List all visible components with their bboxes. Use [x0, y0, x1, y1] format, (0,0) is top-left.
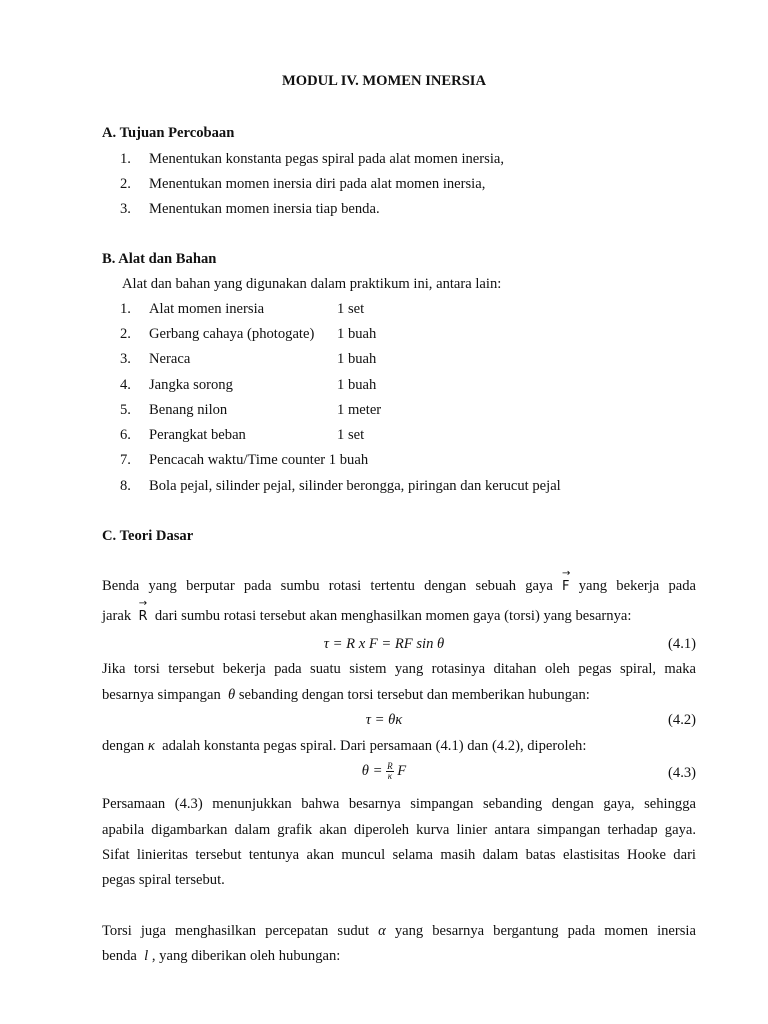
section-b-heading: B. Alat dan Bahan — [102, 251, 217, 267]
list-item-number: 4. — [120, 377, 131, 393]
paragraph-line — [102, 568, 697, 595]
equipment-quantity: 1 buah — [337, 351, 377, 367]
paragraph-line: Persamaan (4.3) menunjukkan bahwa besarnya simpangan sebanding dengan gaya, sehingga — [102, 796, 696, 812]
list-item-number: 2. — [120, 326, 131, 342]
alpha-symbol: α — [378, 923, 386, 939]
fraction: $\frac{R}{\kappa}$ — [387, 761, 393, 781]
list-item-number: 1. — [120, 301, 131, 317]
text-run: dari sumbu rotasi tersebut akan menghasilkan momen gaya (torsi) yang besarnya: — [154, 608, 632, 624]
paragraph-line: Jika torsi tersebut bekerja pada suatu sistem yang rotasinya ditahan oleh pegas spiral, maka — [102, 661, 696, 677]
equation-4-1: τ = R x F = RF sin θ — [323, 636, 445, 652]
equipment-name: Jangka sorong — [149, 377, 233, 393]
list-item-text: Menentukan momen inersia tiap benda. — [149, 201, 380, 217]
equipment-name: Neraca — [149, 351, 191, 367]
equation-rhs: F — [397, 762, 407, 779]
equation-4-3 — [0, 762, 768, 781]
equipment-quantity: 1 buah — [337, 377, 377, 393]
list-item-number: 1. — [120, 151, 131, 167]
text-run: benda — [102, 948, 137, 964]
text-run: Torsi juga menghasilkan percepatan sudut — [102, 923, 370, 939]
text-run: dengan — [102, 738, 145, 754]
text-run: sebanding dengan torsi tersebut dan memberikan hubungan: — [238, 687, 590, 703]
vector-r-symbol: → R — [138, 598, 148, 624]
equation-number: (4.3) — [668, 765, 696, 781]
text-run: yang besarnya bergantung pada momen inersia — [394, 923, 696, 939]
list-item-number: 6. — [120, 427, 131, 443]
equipment-quantity: 1 set — [337, 427, 365, 443]
paragraph-line — [102, 948, 340, 965]
text-run: yang bekerja pada — [578, 578, 697, 594]
paragraph-line: Sifat linieritas tersebut tentunya akan muncul selama masih dalam batas elastisitas Hooke dari — [102, 847, 696, 863]
kappa-symbol: κ — [147, 738, 155, 754]
paragraph-line — [102, 598, 632, 625]
equation-4-2: τ = θκ — [365, 712, 403, 728]
list-item-number: 8. — [120, 478, 131, 494]
list-item-number: 2. — [120, 176, 131, 192]
equipment-name: Benang nilon — [149, 402, 228, 418]
text-run: , yang diberikan oleh hubungan: — [151, 948, 341, 964]
list-item-number: 3. — [120, 201, 131, 217]
equipment-name: Perangkat beban — [149, 427, 246, 443]
list-item-number: 5. — [120, 402, 131, 418]
equation-number: (4.2) — [668, 712, 696, 728]
list-item-number: 3. — [120, 351, 131, 367]
text-run: Benda yang berputar pada sumbu rotasi tertentu dengan sebuah gaya — [102, 578, 553, 594]
section-c-heading: C. Teori Dasar — [102, 528, 194, 544]
equipment-quantity: 1 set — [337, 301, 365, 317]
equipment-name: Gerbang cahaya (photogate) — [149, 326, 315, 342]
equipment-quantity: 1 meter — [337, 402, 382, 418]
equipment-name: Pencacah waktu/Time counter 1 buah — [149, 452, 369, 468]
paragraph-line: pegas spiral tersebut. — [102, 872, 225, 888]
list-item-number: 7. — [120, 452, 131, 468]
equation-lhs: θ = — [361, 762, 383, 779]
vector-f-symbol: → F — [562, 568, 571, 594]
section-b-intro: Alat dan bahan yang digunakan dalam praktikum ini, antara lain: — [122, 276, 502, 292]
equipment-quantity: 1 buah — [337, 326, 377, 342]
paragraph-line: apabila digambarkan dalam grafik akan diperoleh kurva linier antara simpangan terhadap gaya. — [102, 822, 696, 838]
text-run: adalah konstanta pegas spiral. Dari persamaan (4.1) dan (4.2), diperoleh: — [162, 738, 587, 754]
text-run: jarak — [102, 608, 132, 624]
text-run: besarnya simpangan — [102, 687, 221, 703]
paragraph-line — [102, 738, 586, 755]
paragraph-line — [102, 923, 696, 940]
equipment-name: Bola pejal, silinder pejal, silinder berongga, piringan dan kerucut pejal — [149, 478, 561, 494]
section-a-heading: A. Tujuan Percobaan — [102, 125, 235, 141]
equipment-name: Alat momen inersia — [149, 301, 265, 317]
equation-number: (4.1) — [668, 636, 696, 652]
inertia-symbol: l — [144, 948, 149, 964]
list-item-text: Menentukan momen inersia diri pada alat momen inersia, — [149, 176, 486, 192]
list-item-text: Menentukan konstanta pegas spiral pada alat momen inersia, — [149, 151, 505, 167]
document-title: MODUL IV. MOMEN INERSIA — [281, 73, 487, 89]
paragraph-line — [102, 687, 590, 704]
theta-symbol: θ — [228, 687, 236, 703]
